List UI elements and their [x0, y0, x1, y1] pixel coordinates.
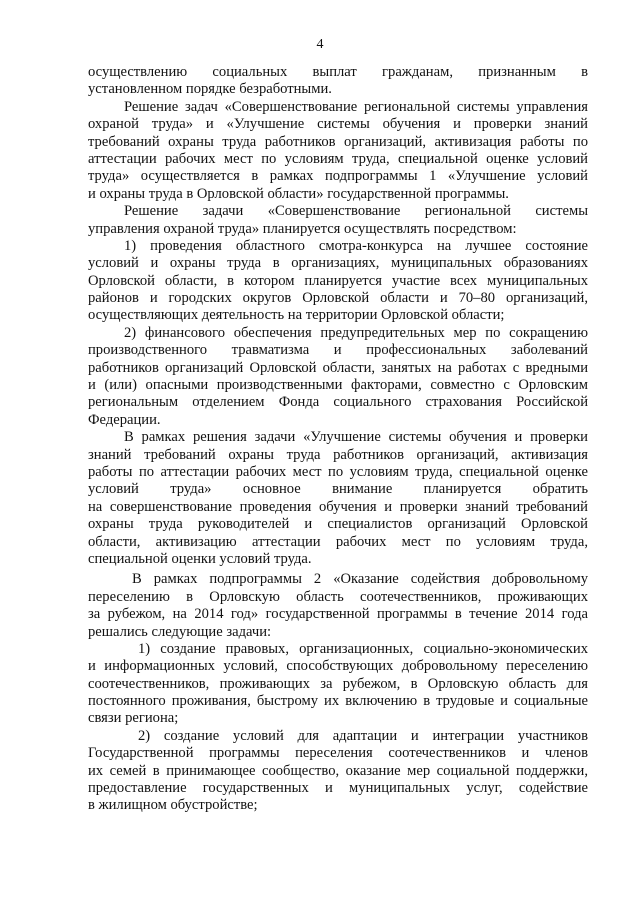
text-line: осуществлению социальных выплат гражданам, признанным в	[88, 64, 588, 80]
text-line: охраной труда» и «Улучшение системы обучения и проверки знаний	[88, 116, 588, 133]
text-line: 1) проведения областного смотра-конкурса на лучшее состояние	[124, 237, 588, 254]
text-line: в жилищном обустройстве;	[88, 797, 258, 814]
text-line: районов и городских округов Орловской области и 70–80 организаций,	[88, 290, 588, 307]
text-line: и охраны труда в Орловской области» государственной программы.	[88, 185, 509, 202]
text-line: и информационных условий, способствующих добровольному переселению	[88, 658, 588, 675]
text-line: за рубежом, на 2014 год» государственной программы в течение 2014 года	[88, 606, 588, 623]
text-line: требований охраны труда работников организаций, активизация работы по	[88, 133, 588, 150]
text-line: соотечественников, проживающих за рубежом, в Орловскую область для	[88, 675, 588, 692]
text-line: Решение задачи «Совершенствование региональной системы	[124, 203, 588, 220]
document-body	[88, 64, 588, 815]
text-line: области, активизацию аттестации рабочих мест по условиям труда,	[88, 533, 588, 550]
text-line: работы по аттестации рабочих мест по условиям труда, специальной оценке	[88, 463, 588, 480]
text-line: знаний требований охраны труда работников организаций, активизация	[88, 446, 588, 463]
text-line: производственного травматизма и профессиональных заболеваний	[88, 342, 588, 359]
text-line: работников организаций Орловской области, занятых на работах с вредными	[88, 359, 588, 376]
text-line: предоставление государственных и муниципальных услуг, содействие	[88, 780, 588, 797]
text-line: постоянного проживания, быстрому их включению в трудовые и социальные	[88, 693, 588, 710]
text-line: на совершенствование проведения обучения и проверки знаний требований	[88, 498, 588, 515]
text-line: В рамках подпрограммы 2 «Оказание содействия добровольному	[132, 571, 588, 588]
text-line: и (или) опасными производственными факторами, совместно с Орловским	[88, 377, 588, 394]
text-line: 1) создание правовых, организационных, социально-экономических	[138, 640, 588, 657]
text-line: аттестации рабочих мест по условиям труда, специальной оценке условий	[88, 150, 588, 167]
text-line: специальной оценки условий труда.	[88, 550, 312, 567]
text-line: Решение задач «Совершенствование региональной системы управления	[124, 98, 588, 115]
text-line: 2) финансового обеспечения предупредительных мер по сокращению	[124, 324, 588, 341]
text-line: условий труда» основное внимание планируется обратить	[88, 481, 588, 498]
text-line: охраны труда руководителей и специалистов организаций Орловской	[88, 516, 588, 533]
text-line: установленном порядке безработными.	[88, 81, 332, 98]
text-line: переселению в Орловскую область соотечественников, проживающих	[88, 588, 588, 605]
text-line: решались следующие задачи:	[88, 623, 272, 640]
text-line: 2) создание условий для адаптации и интеграции участников	[138, 727, 588, 744]
text-line: региональным отделением Фонда социального страхования Российской	[88, 394, 588, 411]
page-number: 4	[316, 37, 324, 52]
text-line: Государственной программы переселения соотечественников и членов	[88, 745, 588, 762]
text-line: их семей в принимающее сообщество, оказание мер социальной поддержки,	[88, 762, 588, 779]
text-line: Орловской области, в котором планируется участие всех муниципальных	[88, 272, 588, 289]
text-line: Федерации.	[88, 411, 161, 428]
text-line: связи региона;	[88, 710, 179, 727]
text-line: В рамках решения задачи «Улучшение системы обучения и проверки	[124, 429, 588, 446]
text-line: осуществляющих деятельность на территории Орловской области;	[88, 307, 505, 324]
text-line: труда» осуществляется в рамках подпрограммы 1 «Улучшение условий	[88, 168, 588, 185]
text-line: условий и охраны труда в организациях, муниципальных образованиях	[88, 255, 588, 272]
text-line: управления охраной труда» планируется осуществлять посредством:	[88, 220, 517, 237]
